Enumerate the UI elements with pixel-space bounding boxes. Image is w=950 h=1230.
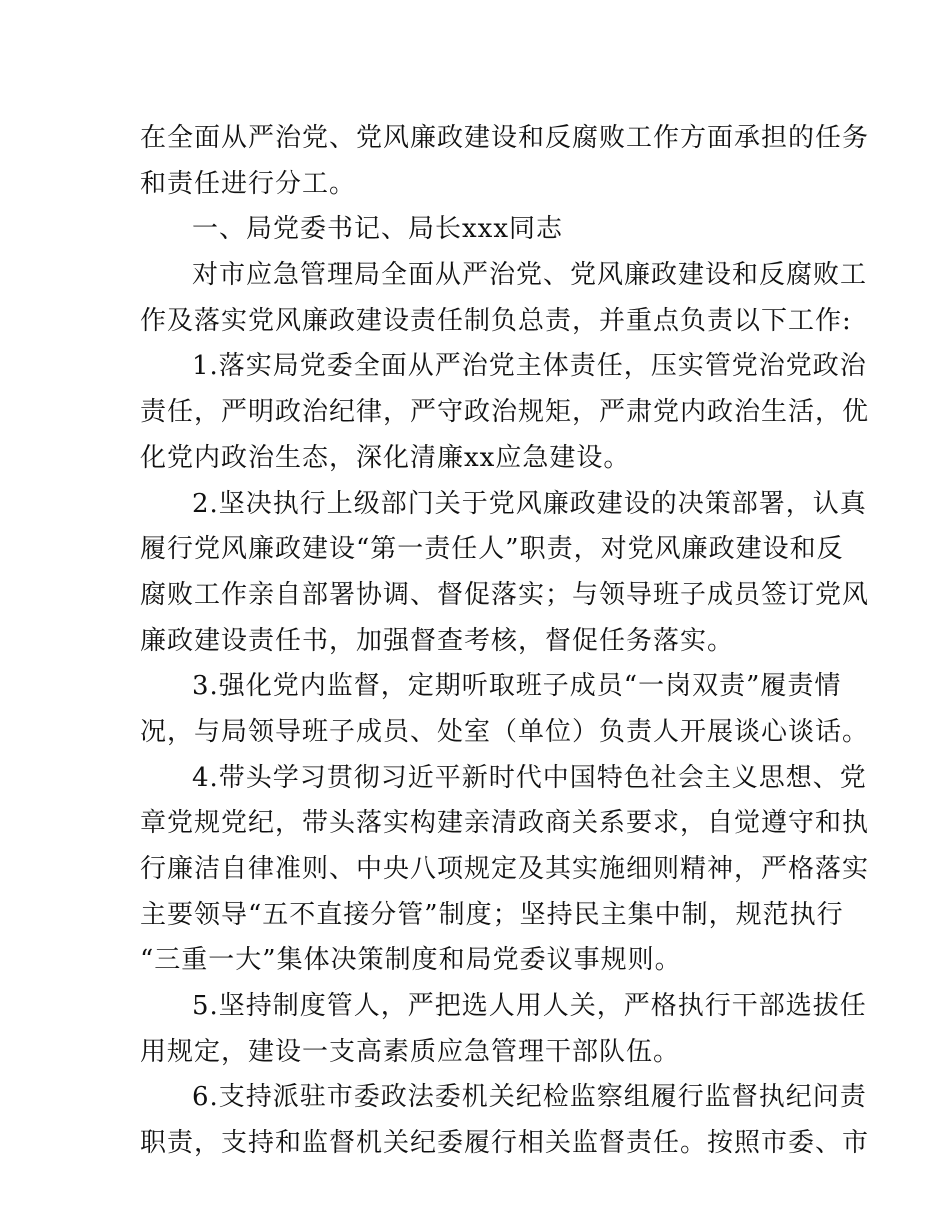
- document-body: [140, 116, 870, 1167]
- document-line: 5.坚持制度管人，严把选人用人关，严格执行干部选拔任: [192, 991, 867, 1022]
- document-line: 行廉洁自律准则、中央八项规定及其实施细则精神，严格落实: [140, 854, 870, 884]
- document-line: 主要领导“五不直接分管”制度；坚持民主集中制，规范执行: [140, 899, 844, 930]
- document-line: 在全面从严治党、党风廉政建设和反腐败工作方面承担的任务: [140, 123, 870, 153]
- document-line: 和责任进行分工。: [140, 168, 357, 199]
- document-line: 对市应急管理局全面从严治党、党风廉政建设和反腐败工: [192, 260, 868, 291]
- document-line: 履行党风廉政建设“第一责任人”职责，对党风廉政建设和反: [140, 534, 844, 565]
- document-line: “三重一大”集体决策制度和局党委议事规则。: [140, 945, 682, 976]
- document-line: 3.强化党内监督，定期听取班子成员“一岗双责”履责情: [192, 671, 842, 702]
- document-line: 一、局党委书记、局长xxx同志: [192, 214, 563, 245]
- document-line: 作及落实党风廉政建设责任制负总责，并重点负责以下工作:: [140, 305, 852, 336]
- document-line: 1.落实局党委全面从严治党主体责任，压实管党治党政治: [192, 351, 867, 382]
- document-line: 6.支持派驻市委政法委机关纪检监察组履行监督执纪问责: [192, 1082, 867, 1113]
- document-line: 化党内政治生态，深化清廉xx应急建设。: [140, 442, 631, 473]
- document-line: 职责，支持和监督机关纪委履行相关监督责任。按照市委、市: [140, 1128, 870, 1159]
- document-line: 责任，严明政治纪律，严守政治规矩，严肃党内政治生活，优: [140, 397, 870, 428]
- document-line: 况，与局领导班子成员、处室（单位）负责人开展谈心谈话。: [140, 716, 870, 747]
- document-line: 腐败工作亲自部署协调、督促落实；与领导班子成员签订党风: [140, 579, 870, 610]
- document-line: 章党规党纪，带头落实构建亲清政商关系要求，自觉遵守和执: [140, 808, 870, 839]
- document-line: 用规定，建设一支高素质应急管理干部队伍。: [140, 1036, 681, 1067]
- document-line: 2.坚决执行上级部门关于党风廉政建设的决策部署，认真: [192, 488, 867, 519]
- document-line: 廉政建设责任书，加强督查考核，督促任务落实。: [140, 625, 735, 656]
- document-line: 4.带头学习贯彻习近平新时代中国特色社会主义思想、党: [192, 762, 867, 793]
